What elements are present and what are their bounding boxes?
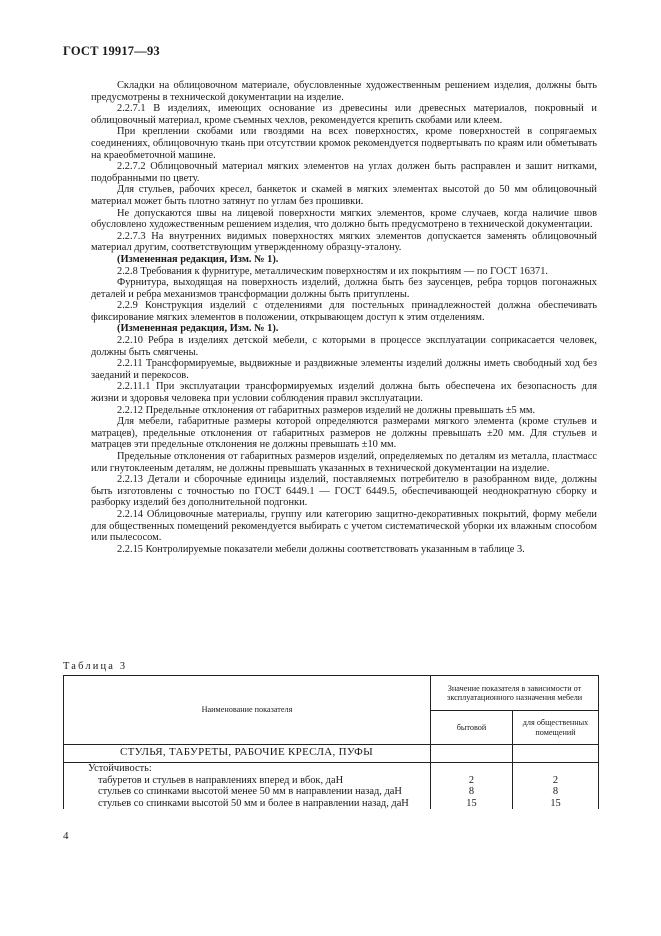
table-cell-public: 8 <box>552 786 559 798</box>
table-header-name: Наименование показателя <box>64 676 431 745</box>
table-header-value: Значение показателя в зависимости от эксплуатационного назначения мебели <box>431 676 599 711</box>
paragraph: 2.2.11.1 При эксплуатации трансформируемых изделий должна быть обеспечена их безопасность для жизни и здоровья человека при условии соблюдения правил эксплуатации. <box>91 381 597 405</box>
document-header: ГОСТ 19917—93 <box>63 44 160 58</box>
paragraph: 2.2.11 Трансформируемые, выдвижные и раздвижные элементы изделий должны иметь свободный ход без заеданий и перекосов. <box>91 358 597 381</box>
table-group-label: Устойчивость: <box>88 763 152 775</box>
paragraph: 2.2.15 Контролируемые показатели мебели должны соответствовать указанным в таблице 3. <box>117 543 525 555</box>
table-cell-public: 2 <box>552 774 559 786</box>
paragraph: 2.2.8 Требования к фурнитуре, металлическим поверхностям и их покрытиям — по ГОСТ 16371. <box>117 265 549 277</box>
amendment-note: (Измененная редакция, Изм. № 1). <box>117 323 279 335</box>
table-row-label: стульев со спинками высотой менее 50 мм в направлении назад, даН <box>98 786 402 798</box>
document-body <box>91 80 597 555</box>
table-row-label: стульев со спинками высотой 50 мм и более в направлении назад, даН <box>98 797 409 809</box>
paragraph: Фурнитура, выходящая на поверхность изделий, должна быть без заусенцев, ребра торцов погонажных деталей и ребра механизмов трансформации должны быть притуплены. <box>91 277 597 300</box>
paragraph: 2.2.10 Ребра в изделиях детской мебели, с которыми в процессе эксплуатации соприкасается человек, должны быть смягчены. <box>91 335 597 358</box>
table-row-label: табуретов и стульев в направлениях вперед и вбок, даН <box>98 774 344 786</box>
paragraph: 2.2.12 Предельные отклонения от габаритных размеров изделий не должны превышать ±5 мм. <box>117 404 536 416</box>
paragraph: 2.2.7.3 На внутренних видимых поверхностях мягких элементов допускается заменять облицовочный материал другим, соответствующим утвержденному образцу-эталону. <box>91 230 597 254</box>
table-cell-home: 8 <box>468 786 475 798</box>
amendment-note: (Измененная редакция, Изм. № 1). <box>117 253 279 265</box>
paragraph: 2.2.7.2 Облицовочный материал мягких элементов на углах должен быть расправлен и зашит нитками, подобранными по цвету. <box>91 161 597 184</box>
paragraph: Не допускаются швы на лицевой поверхности мягких элементов, кроме случаев, когда наличие швов обусловлено художественным решением изделия, что должно быть предусмотрено в технической документации. <box>91 207 597 231</box>
paragraph: 2.2.13 Детали и сборочные единицы изделий, поставляемых потребителю в разобранном виде, должны быть изготовлены с точностью по ГОСТ 6449.1 — ГОСТ 6449.5, обеспечивающей неоднократную сборку и разборку изделий без дополнительной подгонки. <box>91 474 597 509</box>
table-caption: Таблица 3 <box>63 661 128 672</box>
indicators-table <box>63 675 599 809</box>
paragraph: 2.2.9 Конструкция изделий с отделениями для постельных принадлежностей должна обеспечивать фиксирование мягких элементов в положении, открывающем доступ к этим отделениям. <box>91 300 597 323</box>
paragraph: 2.2.14 Облицовочные материалы, группу или категорию защитно-декоративных покрытий, форму мебели для общественных помещений рекомендуется выбирать с учетом систематической уборки их влажным способом или пылесосом. <box>91 508 597 544</box>
paragraph: Для стульев, рабочих кресел, банкеток и скамей в мягких элементах высотой до 50 мм облицовочный материал может быть плотно затянут по углам без прошивки. <box>91 184 597 207</box>
page-number: 4 <box>63 830 69 842</box>
paragraph: Для мебели, габаритные размеры которой определяются размерами мягкого элемента (кроме стульев и матрацев), предельные отклонения от габаритных размеров не должны превышать ±20 мм. Для стульев и матрацев эти предельные отклонения не должны превышать ±10 мм. <box>91 416 597 451</box>
table-section-title: СТУЛЬЯ, ТАБУРЕТЫ, РАБОЧИЕ КРЕСЛА, ПУФЫ <box>64 745 431 763</box>
paragraph: При креплении скобами или гвоздями на всех поверхностях, кроме поверхностей в сопрягаемых соединениях, облицовочную ткань при отсутствии кромок рекомендуется подвертывать по краям или обметывать на краеобметочной машине. <box>91 126 597 161</box>
table-cell-home: 2 <box>468 774 475 786</box>
table-header-home: бытовой <box>431 711 513 745</box>
paragraph: Предельные отклонения от габаритных размеров изделий, определяемых по деталям из металла, пластмасс или гнутоклееным деталям, не должны превышать указанных в технической документации на изделие. <box>91 451 597 474</box>
paragraph: 2.2.7.1 В изделиях, имеющих основание из древесины или древесных материалов, покровный и облицовочный материал, кроме съемных чехлов, рекомендуется крепить скобами или клеем. <box>91 103 597 126</box>
paragraph: Складки на облицовочном материале, обусловленные художественным решением изделия, должны быть предусмотрены в технической документации на изделие. <box>91 80 597 103</box>
table-cell-public: 15 <box>550 797 561 809</box>
table-header-public: для общественных помещений <box>513 711 599 745</box>
table-cell-home: 15 <box>466 797 477 809</box>
